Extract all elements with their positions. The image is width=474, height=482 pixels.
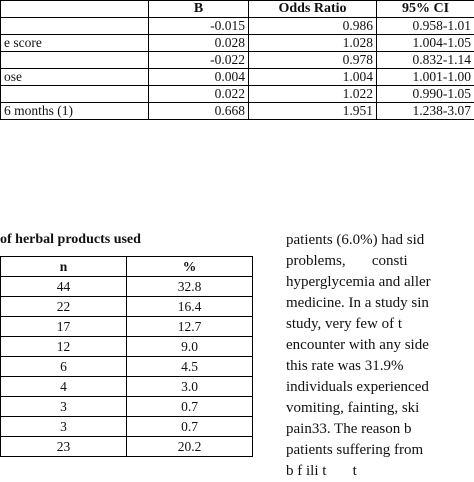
herbal-header-row bbox=[1, 257, 253, 277]
body-text-line: problems, consti bbox=[286, 251, 474, 272]
header-variable bbox=[1, 1, 149, 18]
row-n: 3 bbox=[1, 397, 127, 417]
table-row bbox=[1, 86, 474, 103]
body-text-line: patients (6.0%) had sid bbox=[286, 230, 474, 251]
row-b: -0.015 bbox=[149, 18, 249, 35]
table-row bbox=[1, 297, 253, 317]
row-pct: 0.7 bbox=[127, 417, 253, 437]
row-or: 1.028 bbox=[249, 35, 377, 52]
body-text-line: patients suffering from bbox=[286, 440, 474, 461]
row-n: 22 bbox=[1, 297, 127, 317]
row-or: 1.951 bbox=[249, 103, 377, 120]
row-n: 17 bbox=[1, 317, 127, 337]
header-percent: % bbox=[127, 257, 253, 277]
body-text-line: hyperglycemia and aller bbox=[286, 272, 474, 293]
body-text-line: encounter with any side bbox=[286, 335, 474, 356]
table-row bbox=[1, 103, 474, 120]
body-text-line: b f ili t t bbox=[286, 461, 474, 482]
table-row bbox=[1, 18, 474, 35]
table-row bbox=[1, 377, 253, 397]
row-or: 1.022 bbox=[249, 86, 377, 103]
table-row bbox=[1, 69, 474, 86]
row-b: 0.668 bbox=[149, 103, 249, 120]
row-n: 4 bbox=[1, 377, 127, 397]
row-ci: 0.990-1.05 bbox=[377, 86, 474, 103]
row-pct: 12.7 bbox=[127, 317, 253, 337]
row-ci: 0.832-1.14 bbox=[377, 52, 474, 69]
header-b: B bbox=[149, 1, 249, 18]
row-ci: 1.004-1.05 bbox=[377, 35, 474, 52]
body-text-line: study, very few of t bbox=[286, 314, 474, 335]
row-ci: 0.958-1.01 bbox=[377, 18, 474, 35]
body-text-line: pain33. The reason b bbox=[286, 419, 474, 440]
row-pct: 0.7 bbox=[127, 397, 253, 417]
table-row bbox=[1, 397, 253, 417]
table-row bbox=[1, 357, 253, 377]
row-or: 1.004 bbox=[249, 69, 377, 86]
row-pct: 16.4 bbox=[127, 297, 253, 317]
row-b: 0.028 bbox=[149, 35, 249, 52]
body-text-column bbox=[286, 230, 474, 482]
table-row bbox=[1, 437, 253, 457]
row-b: 0.022 bbox=[149, 86, 249, 103]
row-pct: 9.0 bbox=[127, 337, 253, 357]
row-label: e score bbox=[1, 35, 149, 52]
row-or: 0.978 bbox=[249, 52, 377, 69]
table-row bbox=[1, 35, 474, 52]
regression-table bbox=[0, 0, 474, 120]
row-b: -0.022 bbox=[149, 52, 249, 69]
row-or: 0.986 bbox=[249, 18, 377, 35]
body-text-line: individuals experienced bbox=[286, 377, 474, 398]
regression-header-row bbox=[1, 1, 474, 18]
row-n: 6 bbox=[1, 357, 127, 377]
herbal-table-caption: of herbal products used bbox=[0, 232, 141, 248]
row-n: 44 bbox=[1, 277, 127, 297]
row-ci: 1.001-1.00 bbox=[377, 69, 474, 86]
table-row bbox=[1, 277, 253, 297]
table-row bbox=[1, 337, 253, 357]
row-n: 23 bbox=[1, 437, 127, 457]
row-label: ose bbox=[1, 69, 149, 86]
body-text-line: medicine. In a study sin bbox=[286, 293, 474, 314]
row-n: 12 bbox=[1, 337, 127, 357]
body-text-line: this rate was 31.9% bbox=[286, 356, 474, 377]
table-row bbox=[1, 52, 474, 69]
herbal-table bbox=[0, 256, 252, 457]
row-b: 0.004 bbox=[149, 69, 249, 86]
table-row bbox=[1, 317, 253, 337]
row-ci: 1.238-3.07 bbox=[377, 103, 474, 120]
header-ci: 95% CI bbox=[377, 1, 474, 18]
body-text-line: vomiting, fainting, ski bbox=[286, 398, 474, 419]
row-n: 3 bbox=[1, 417, 127, 437]
row-pct: 20.2 bbox=[127, 437, 253, 457]
row-label: 6 months (1) bbox=[1, 103, 149, 120]
table-row bbox=[1, 417, 253, 437]
row-label bbox=[1, 52, 149, 69]
row-pct: 32.8 bbox=[127, 277, 253, 297]
row-label bbox=[1, 86, 149, 103]
row-label bbox=[1, 18, 149, 35]
row-pct: 4.5 bbox=[127, 357, 253, 377]
row-pct: 3.0 bbox=[127, 377, 253, 397]
header-odds-ratio: Odds Ratio bbox=[249, 1, 377, 18]
header-n: n bbox=[1, 257, 127, 277]
